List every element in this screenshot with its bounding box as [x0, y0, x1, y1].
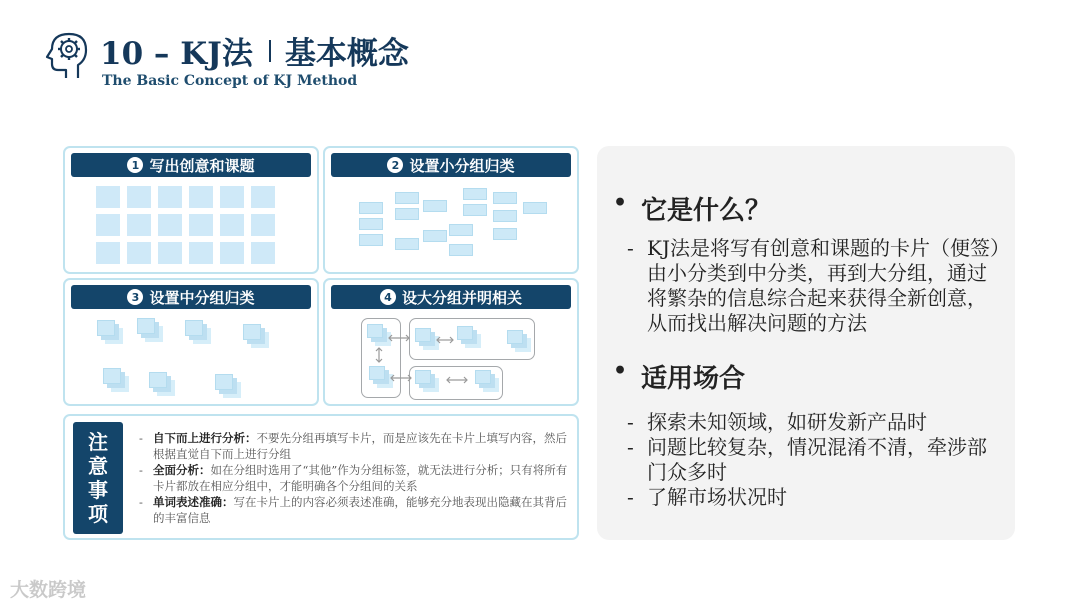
- relation-arrows: [325, 280, 577, 404]
- card: [127, 214, 151, 236]
- note-heading: 自下而上进行分析：: [153, 431, 257, 445]
- notes-list: [139, 430, 575, 526]
- definition-line: 将繁杂的信息综合起来获得全新创意，: [647, 286, 987, 310]
- card-stack: [149, 372, 167, 388]
- step-header-3: [71, 285, 311, 309]
- card-stack: [185, 320, 203, 336]
- card: [158, 242, 182, 264]
- card-stack: [243, 324, 261, 340]
- card: [395, 238, 419, 250]
- card: [493, 192, 517, 204]
- info-panel: [597, 146, 1015, 540]
- note-item: [139, 430, 575, 462]
- step-panel-4: [323, 278, 579, 406]
- card: [189, 186, 213, 208]
- card: [220, 186, 244, 208]
- card: [127, 186, 151, 208]
- note-text: 不要先分组再填写卡片，而是应该先在卡片上填写内容，然后根据直觉自下而上进行分组: [153, 431, 567, 461]
- step-number-1: 1: [127, 157, 143, 173]
- step-label-3: 设置中分组归类: [149, 288, 255, 307]
- card: [96, 214, 120, 236]
- use-case-item: - 问题比较复杂，情况混淆不清，牵涉部: [627, 435, 1009, 460]
- note-text: 写在卡片上的内容必须表述准确，能够充分地表现出隐藏在其背后的丰富信息: [153, 495, 567, 525]
- card-stack: [215, 374, 233, 390]
- card: [359, 218, 383, 230]
- definition-line: 由小分类到中分类，再到大分组，通过: [647, 261, 987, 285]
- card: [96, 242, 120, 264]
- card: [493, 210, 517, 222]
- use-cases-heading: • 适用场合: [641, 358, 745, 395]
- notes-tag: [73, 422, 123, 534]
- watermark-text: 大数跨境: [10, 579, 87, 601]
- use-case-item: - 探索未知领域，如研发新产品时: [627, 410, 1009, 435]
- card: [449, 224, 473, 236]
- card: [395, 208, 419, 220]
- card: [251, 214, 275, 236]
- step-number-3: 3: [127, 289, 143, 305]
- page-title: [100, 28, 409, 73]
- step-panel-3: [63, 278, 319, 406]
- step-label-1: 写出创意和课题: [149, 156, 255, 175]
- card: [395, 192, 419, 204]
- card: [449, 244, 473, 256]
- use-cases-list: [627, 410, 1009, 510]
- card: [359, 234, 383, 246]
- watermark-logo: [10, 575, 86, 602]
- card: [127, 242, 151, 264]
- note-heading: 全面分析：: [153, 463, 211, 477]
- notes-panel: [63, 414, 579, 540]
- definition-line: 从而找出解决问题的方法: [647, 311, 867, 335]
- title-separator: [269, 40, 271, 62]
- card: [463, 204, 487, 216]
- card: [189, 214, 213, 236]
- card: [220, 214, 244, 236]
- what-is-it-text: [627, 236, 1009, 336]
- card: [220, 242, 244, 264]
- step-panel-1: [63, 146, 319, 274]
- card: [359, 202, 383, 214]
- use-case-item: - 了解市场状况时: [627, 485, 1009, 510]
- head-gear-icon: [40, 28, 94, 82]
- definition-line: - KJ法是将写有创意和课题的卡片（便签）: [627, 236, 1009, 261]
- title-prefix: 10 – KJ法: [100, 36, 253, 72]
- what-is-it-heading: • 它是什么？: [641, 190, 771, 227]
- note-item: [139, 494, 575, 526]
- card: [251, 242, 275, 264]
- step-number-4: 4: [380, 289, 396, 305]
- note-text: 如在分组时选用了“其他”作为分组标签，就无法进行分析；只有将所有卡片都放在相应分组中，才能明确各个分组间的关系: [153, 463, 568, 493]
- step-label-4: 设大分组并明相关: [401, 288, 522, 307]
- card: [493, 228, 517, 240]
- card: [523, 202, 547, 214]
- card-stack: [97, 320, 115, 336]
- card: [423, 230, 447, 242]
- step-header-2: [331, 153, 571, 177]
- use-case-item-continued: 门众多时: [647, 460, 727, 484]
- notes-tag-char: 意: [88, 454, 108, 478]
- card: [158, 214, 182, 236]
- card: [463, 188, 487, 200]
- notes-tag-char: 项: [88, 502, 108, 526]
- card: [251, 186, 275, 208]
- card-stack: [103, 368, 121, 384]
- card: [189, 242, 213, 264]
- card: [423, 200, 447, 212]
- card-stack: [137, 318, 155, 334]
- note-heading: 单词表述准确：: [153, 495, 234, 509]
- step-number-2: 2: [387, 157, 403, 173]
- step-label-2: 设置小分组归类: [409, 156, 515, 175]
- card: [96, 186, 120, 208]
- title-main: 基本概念: [284, 36, 409, 72]
- step-panel-2: [323, 146, 579, 274]
- notes-tag-char: 注: [88, 430, 108, 454]
- notes-tag-char: 事: [88, 478, 108, 502]
- page-subtitle: The Basic Concept of KJ Method: [102, 73, 358, 89]
- note-item: [139, 462, 575, 494]
- card: [158, 186, 182, 208]
- step-header-1: [71, 153, 311, 177]
